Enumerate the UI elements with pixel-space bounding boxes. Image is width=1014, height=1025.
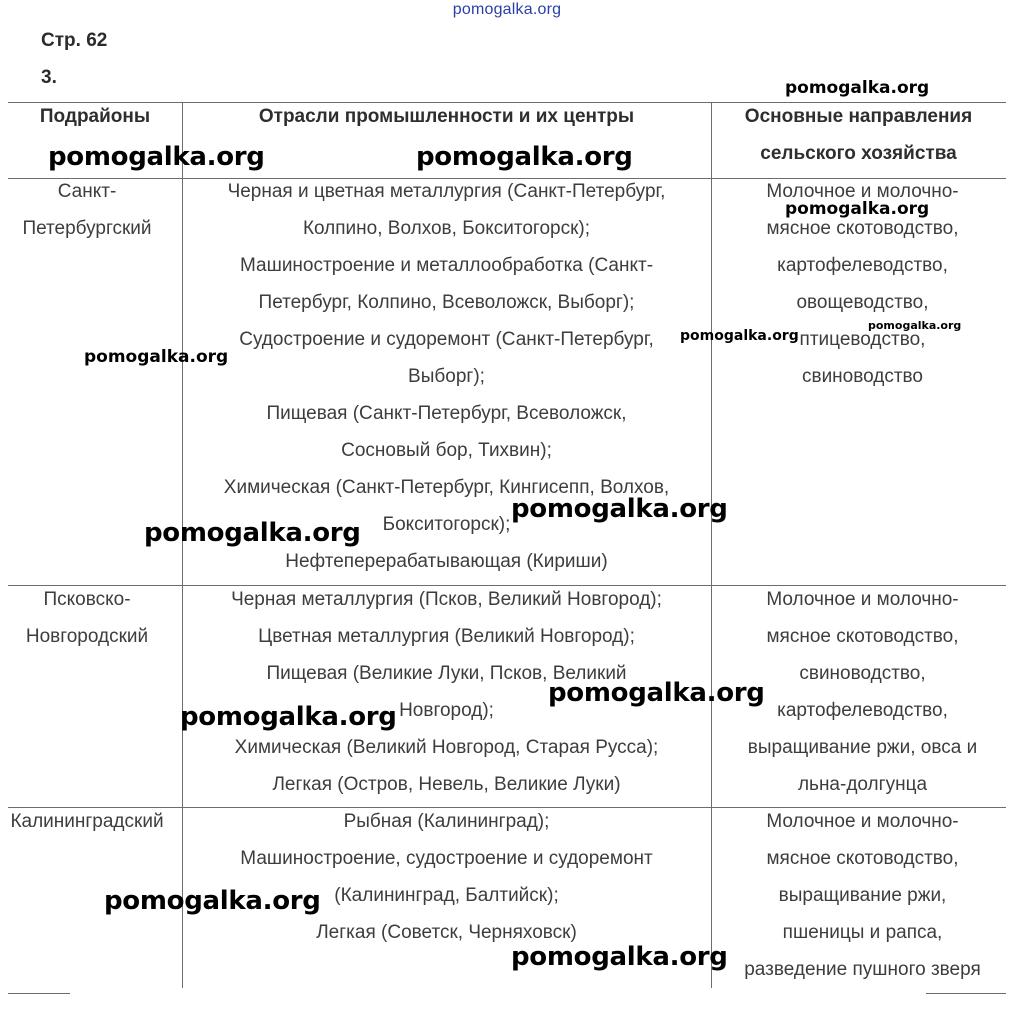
table-bottom-stub-left [8, 993, 70, 994]
agriculture-line: свиноводство, [799, 663, 926, 684]
header-agriculture [711, 98, 1006, 172]
industry-line: Судостроение и судоремонт (Санкт-Петербург, [239, 329, 654, 350]
watermark: pomogalka.org [511, 494, 728, 524]
industry-line: Сосновый бор, Тихвин); [341, 440, 552, 461]
agriculture-cell [711, 803, 1014, 988]
industry-line: Машиностроение, судостроение и судоремонт [240, 848, 653, 869]
header-line: Подрайоны [39, 106, 151, 127]
agriculture-line: Молочное и молочно- [766, 811, 959, 832]
industry-line: Нефтеперерабатывающая (Кириши) [285, 551, 608, 572]
agriculture-line: картофелеводство, [777, 255, 948, 276]
agriculture-line: разведение пушного зверя [744, 959, 981, 980]
header-subregions [8, 98, 182, 135]
task-number: 3. [41, 67, 57, 88]
watermark: pomogalka.org [868, 319, 962, 332]
watermark: pomogalka.org [511, 942, 728, 972]
industry-line: Химическая (Великий Новгород, Старая Русса); [234, 737, 659, 758]
watermark: pomogalka.org [48, 142, 265, 172]
header-line: Основные направления [744, 106, 973, 127]
agriculture-line: пшеницы и рапса, [782, 922, 943, 943]
industry-line: Петербург, Колпино, Всеволожск, Выборг); [258, 292, 635, 313]
industry-line: Пищевая (Санкт-Петербург, Всеволожск, [266, 403, 627, 424]
watermark: pomogalka.org [785, 199, 930, 219]
header-line: Отрасли промышленности и их центры [258, 106, 635, 127]
subregion-line: Санкт- [57, 181, 117, 202]
industry-line: Черная металлургия (Псков, Великий Новгород); [231, 589, 662, 610]
agriculture-line: льна-долгунца [797, 774, 928, 795]
agriculture-line: овощеводство, [796, 292, 929, 313]
watermark: pomogalka.org [416, 142, 633, 172]
watermark: pomogalka.org [104, 886, 321, 916]
header-industries [182, 98, 711, 135]
table-bottom-stub-right [926, 993, 1006, 994]
industry-line: Машиностроение и металлообработка (Санкт- [239, 255, 654, 276]
agriculture-line: выращивание ржи, овса и [747, 737, 978, 758]
agriculture-line: выращивание ржи, [778, 885, 947, 906]
subregion-line: Калининградский [10, 811, 164, 832]
agriculture-line: картофелеводство, [777, 700, 948, 721]
watermark: pomogalka.org [180, 702, 397, 732]
industry-line: Химическая (Санкт-Петербург, Кингисепп, Волхов, [223, 477, 670, 498]
industry-line: Легкая (Советск, Черняховск) [316, 922, 577, 943]
industry-line: Колпино, Волхов, Бокситогорск); [302, 218, 591, 239]
agriculture-line: мясное скотоводство, [766, 848, 959, 869]
industry-line: Пищевая (Великие Луки, Псков, Великий [266, 663, 627, 684]
agriculture-line: мясное скотоводство, [766, 626, 959, 647]
subregion-line: Псковско- [43, 589, 131, 610]
industry-line: Черная и цветная металлургия (Санкт-Петербург, [227, 181, 666, 202]
page-reference: Стр. 62 [41, 30, 108, 51]
industry-line: Легкая (Остров, Невель, Великие Луки) [272, 774, 621, 795]
watermark: pomogalka.org [84, 347, 229, 367]
watermark: pomogalka.org [680, 328, 799, 344]
subregion-line: Новгородский [25, 626, 149, 647]
industry-line: (Калининград, Балтийск); [334, 885, 559, 906]
industry-line: Рыбная (Калининград); [343, 811, 550, 832]
subregion-cell [0, 581, 174, 655]
industry-line: Новгород); [399, 700, 494, 721]
watermark: pomogalka.org [144, 518, 361, 548]
agriculture-line: Молочное и молочно- [766, 589, 959, 610]
header-line: сельского хозяйства [760, 143, 957, 164]
industry-line: Бокситогорск); [382, 514, 511, 535]
industries-cell [182, 803, 711, 951]
agriculture-line: свиноводство [801, 366, 924, 387]
subregion-cell [0, 173, 174, 247]
site-link[interactable]: pomogalka.org [452, 1, 562, 18]
watermark: pomogalka.org [548, 678, 765, 708]
industry-line: Выборг); [408, 366, 485, 387]
agriculture-line: мясное скотоводство, [766, 218, 959, 239]
agriculture-line: птицеводство, [799, 329, 926, 350]
agriculture-line: Молочное и молочно- [766, 181, 959, 202]
subregion-cell [0, 803, 174, 840]
watermark: pomogalka.org [785, 78, 930, 98]
industry-line: Цветная металлургия (Великий Новгород); [258, 626, 635, 647]
subregion-line: Петербургский [22, 218, 152, 239]
